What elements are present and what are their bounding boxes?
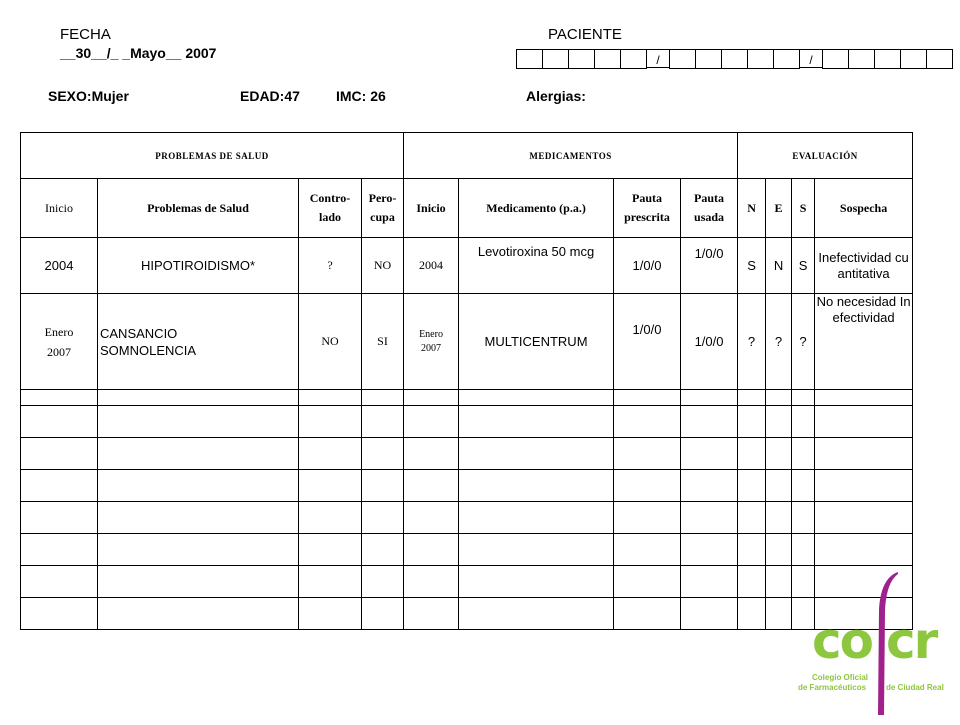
health-problems-table bbox=[20, 132, 913, 630]
row2-n: ? bbox=[738, 294, 766, 390]
paciente-label: PACIENTE bbox=[548, 26, 622, 43]
col-pauta-usada-line2: usada bbox=[694, 210, 725, 224]
id-separator: / bbox=[646, 49, 670, 68]
row2-inicio-med-line1: Enero bbox=[419, 328, 443, 340]
col-pauta-usada bbox=[681, 179, 738, 238]
cofcr-logo bbox=[790, 570, 960, 720]
col-pauta-prescrita bbox=[614, 179, 681, 238]
id-box bbox=[773, 49, 800, 69]
patient-id-boxes bbox=[517, 49, 953, 68]
col-preocupa-line2: cupa bbox=[370, 210, 395, 224]
group-header-row bbox=[21, 133, 913, 179]
row1-inicio-med: 2004 bbox=[404, 238, 459, 294]
logo-caption-2: de Farmacéuticos bbox=[798, 683, 867, 692]
group-header-evaluacion: EVALUACIÓN bbox=[738, 133, 913, 179]
id-box bbox=[900, 49, 927, 69]
id-box bbox=[721, 49, 748, 69]
row1-s: S bbox=[792, 238, 815, 294]
table-row bbox=[21, 406, 913, 438]
edad-field: EDAD:47 bbox=[240, 88, 300, 104]
imc-field: IMC: 26 bbox=[336, 88, 386, 104]
col-pauta-prescrita-line1: Pauta bbox=[632, 191, 663, 205]
id-box bbox=[516, 49, 543, 69]
row2-e: ? bbox=[766, 294, 792, 390]
table-row bbox=[21, 438, 913, 470]
id-box bbox=[848, 49, 875, 69]
group-header-medicamentos: MEDICAMENTOS bbox=[404, 133, 738, 179]
col-pauta-usada-line1: Pauta bbox=[694, 191, 725, 205]
row1-sospecha: Inefectividad cuantitativa bbox=[815, 238, 913, 294]
row1-inicio: 2004 bbox=[21, 238, 98, 294]
col-controlado-line2: lado bbox=[318, 210, 341, 224]
row2-pauta-usada: 1/0/0 bbox=[681, 294, 738, 390]
fecha-label: FECHA bbox=[60, 26, 111, 43]
row2-medicamento: MULTICENTRUM bbox=[459, 294, 614, 390]
col-inicio-problema: Inicio bbox=[21, 179, 98, 238]
table-row bbox=[21, 502, 913, 534]
logo-caption-3: de Ciudad Real bbox=[886, 683, 944, 692]
id-box bbox=[620, 49, 647, 69]
table-row bbox=[21, 294, 913, 390]
row1-problema: HIPOTIROIDISMO* bbox=[98, 238, 299, 294]
col-sospecha: Sospecha bbox=[815, 179, 913, 238]
row2-inicio-med bbox=[404, 294, 459, 390]
col-n: N bbox=[738, 179, 766, 238]
col-preocupa bbox=[362, 179, 404, 238]
col-preocupa-line1: Pero- bbox=[368, 191, 397, 205]
id-box bbox=[747, 49, 774, 69]
col-e: E bbox=[766, 179, 792, 238]
id-box bbox=[926, 49, 953, 69]
row2-problema-line2: SOMNOLENCIA bbox=[100, 342, 197, 358]
row2-controlado: NO bbox=[299, 294, 362, 390]
col-medicamento: Medicamento (p.a.) bbox=[459, 179, 614, 238]
col-problemas-salud: Problemas de Salud bbox=[98, 179, 299, 238]
id-box bbox=[695, 49, 722, 69]
row2-inicio-med-line2: 2007 bbox=[421, 342, 442, 354]
row2-inicio bbox=[21, 294, 98, 390]
table-row bbox=[21, 598, 913, 630]
row1-controlado: ? bbox=[299, 238, 362, 294]
logo-text-co: co bbox=[812, 612, 872, 670]
row1-pauta-usada: 1/0/0 bbox=[681, 238, 738, 294]
row1-medicamento: Levotiroxina 50 mcg bbox=[459, 238, 614, 294]
id-box bbox=[669, 49, 696, 69]
id-separator: / bbox=[799, 49, 823, 68]
id-box bbox=[594, 49, 621, 69]
id-box bbox=[568, 49, 595, 69]
table-row bbox=[21, 566, 913, 598]
id-box bbox=[542, 49, 569, 69]
id-box bbox=[822, 49, 849, 69]
id-box bbox=[874, 49, 901, 69]
row2-s: ? bbox=[792, 294, 815, 390]
col-controlado-line1: Contro- bbox=[309, 191, 351, 205]
row2-problema-line1: CANSANCIO bbox=[100, 325, 178, 341]
sexo-field: SEXO:Mujer bbox=[48, 88, 129, 104]
fecha-value: __30__/_ _Mayo__ 2007 bbox=[60, 45, 217, 61]
row2-preocupa: SI bbox=[362, 294, 404, 390]
logo-caption-1: Colegio Oficial bbox=[812, 673, 869, 682]
table-row bbox=[21, 470, 913, 502]
row1-n: S bbox=[738, 238, 766, 294]
row2-problema bbox=[98, 294, 299, 390]
row2-sospecha: No necesidad Inefectividad bbox=[815, 294, 913, 390]
col-inicio-med: Inicio bbox=[404, 179, 459, 238]
row2-inicio-line2: 2007 bbox=[47, 344, 71, 359]
col-s: S bbox=[792, 179, 815, 238]
group-header-problemas: PROBLEMAS DE SALUD bbox=[21, 133, 404, 179]
col-pauta-prescrita-line2: prescrita bbox=[624, 210, 670, 224]
table-row bbox=[21, 534, 913, 566]
table-row bbox=[21, 390, 913, 406]
column-header-row bbox=[21, 179, 913, 238]
logo-text-cr: cr bbox=[886, 612, 937, 670]
row1-pauta-prescrita: 1/0/0 bbox=[614, 238, 681, 294]
row1-e: N bbox=[766, 238, 792, 294]
row2-pauta-prescrita: 1/0/0 bbox=[614, 294, 681, 390]
alergias-field: Alergias: bbox=[526, 88, 586, 104]
row2-inicio-line1: Enero bbox=[44, 324, 74, 339]
col-controlado bbox=[299, 179, 362, 238]
table-row bbox=[21, 238, 913, 294]
row1-preocupa: NO bbox=[362, 238, 404, 294]
